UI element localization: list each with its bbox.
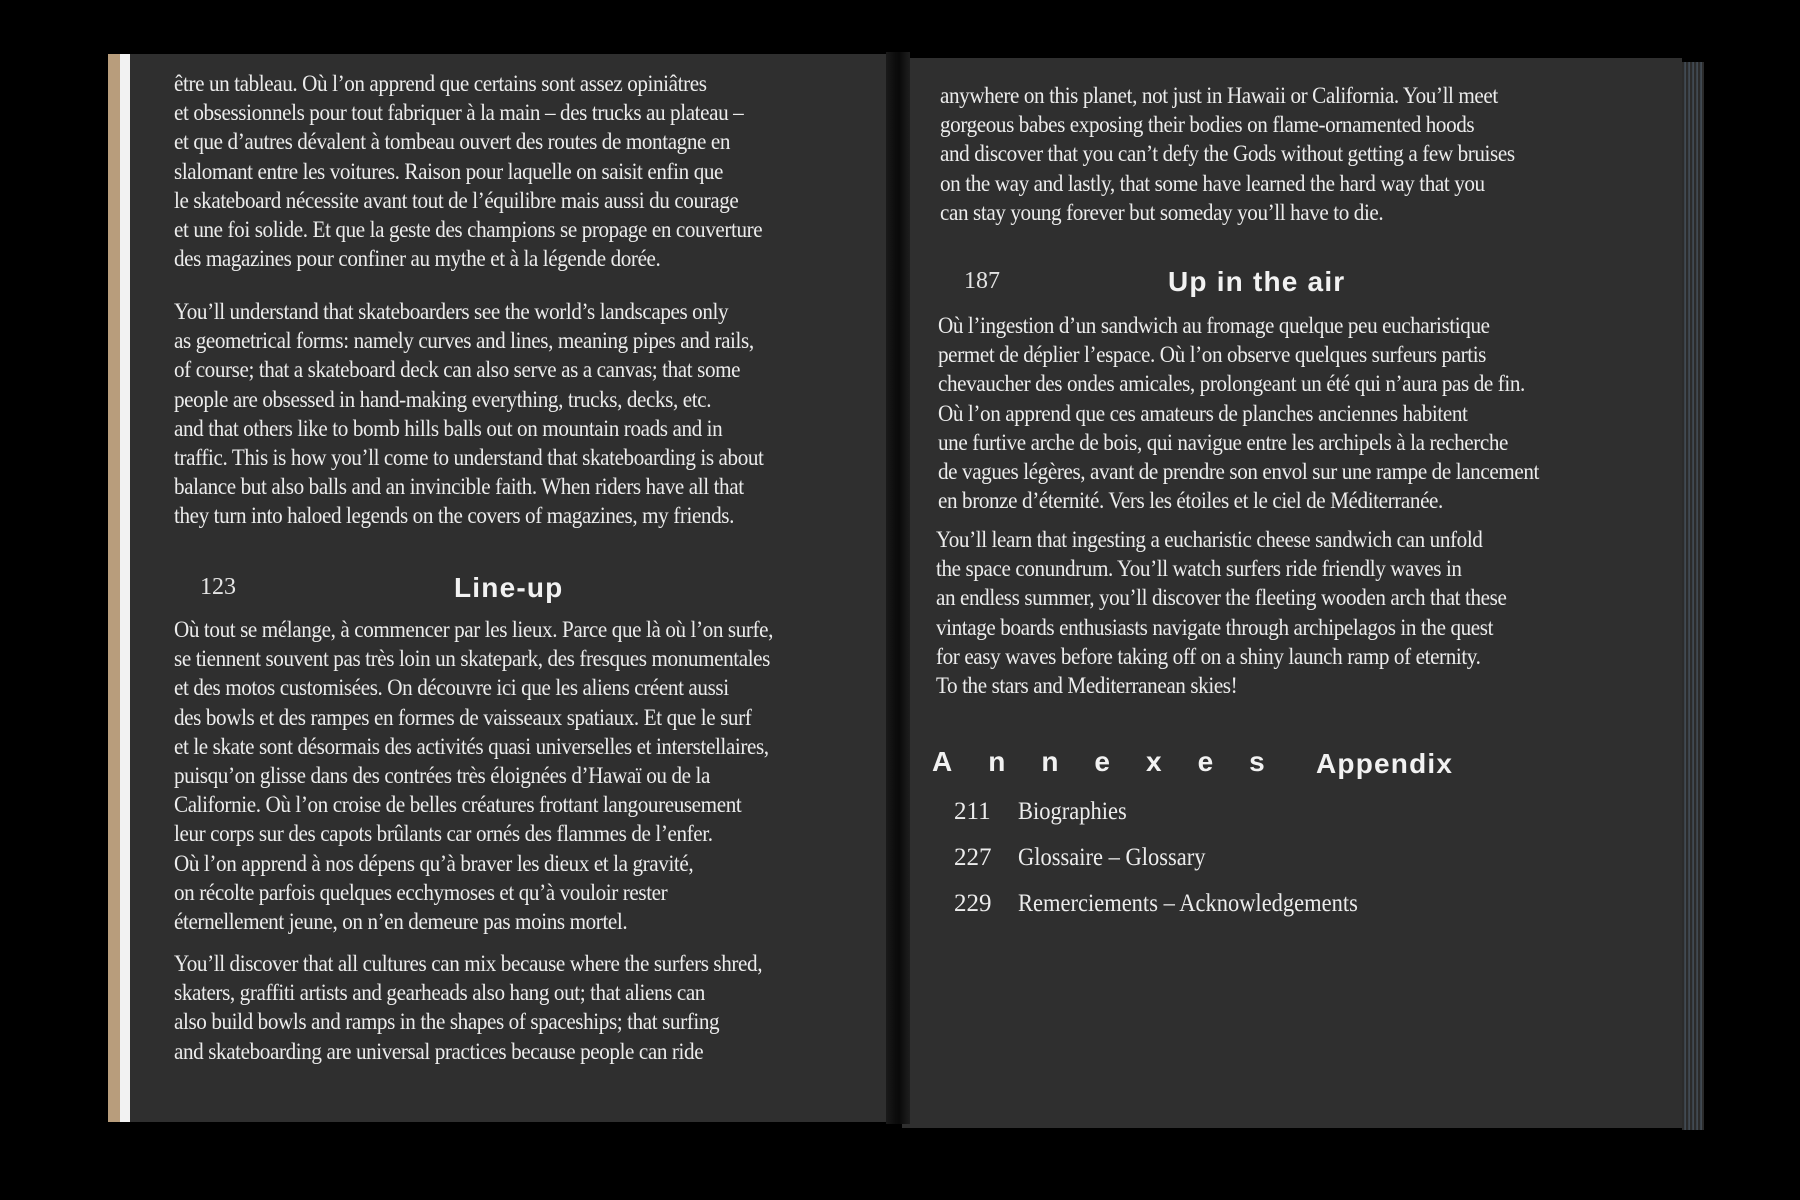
- text-line: Où tout se mélange, à commencer par les lieux. Parce que là où l’on surfe,: [174, 617, 774, 643]
- text-line: le skateboard nécessite avant tout de l’équilibre mais aussi du courage: [174, 187, 739, 214]
- text-line: You’ll learn that ingesting a eucharistic cheese sandwich can unfold: [936, 527, 1483, 553]
- text-line: et le skate sont désormais des activités quasi universelles et interstellaires,: [174, 733, 769, 760]
- text-line: permet de déplier l’espace. Où l’on observe quelques surfeurs partis: [938, 342, 1487, 369]
- text-line: gorgeous babes exposing their bodies on flame-ornamented hoods: [940, 112, 1475, 139]
- text-line: puisqu’on glisse dans des contrées très éloignées d’Hawaï ou de la: [174, 763, 710, 790]
- text-line: de vagues légères, avant de prendre son envol sur une rampe de lancement: [938, 459, 1539, 486]
- text-line: en bronze d’éternité. Vers les étoiles et le ciel de Méditerranée.: [938, 488, 1443, 515]
- text-line: You’ll understand that skateboarders see the world’s landscapes only: [174, 299, 729, 325]
- text-line: the space conundrum. You’ll watch surfers ride friendly waves in: [936, 556, 1462, 583]
- text-line: on the way and lastly, that some have learned the hard way that you: [940, 170, 1485, 197]
- left-paragraph-1: [174, 70, 762, 274]
- toc-item-glossary[interactable]: [954, 844, 1226, 872]
- toc-item-biographies[interactable]: [954, 798, 1139, 826]
- text-line: Où l’ingestion d’un sandwich au fromage quelque peu eucharistique: [938, 313, 1490, 339]
- text-line: and discover that you can’t defy the Gods without getting a few bruises: [940, 141, 1515, 168]
- text-line: et obsessionnels pour tout fabriquer à la main – des trucks au plateau –: [174, 100, 744, 127]
- text-line: of course; that a skateboard deck can also serve as a canvas; that some: [174, 357, 741, 384]
- text-line: leur corps sur des capots brûlants car ornés des flammes de l’enfer.: [174, 821, 713, 848]
- page-edge-left-inner: [120, 54, 130, 1122]
- section-title: Line-up: [454, 572, 564, 603]
- text-line: as geometrical forms: namely curves and lines, meaning pipes and rails,: [174, 328, 754, 355]
- text-line: Où l’on apprend que ces amateurs de planches anciennes habitent: [938, 400, 1468, 427]
- text-line: vintage boards enthusiasts navigate through archipelagos in the quest: [936, 614, 1494, 641]
- right-paragraph-3: [936, 526, 1506, 701]
- text-line: slalomant entre les voitures. Raison pour laquelle on saisit enfin que: [174, 158, 724, 185]
- text-line: se tiennent souvent pas très loin un skatepark, des fresques monumentales: [174, 646, 770, 673]
- text-line: une furtive arche de bois, qui navigue entre les archipels à la recherche: [938, 429, 1508, 456]
- text-line: and that others like to bomb hills balls out on mountain roads and in: [174, 415, 723, 442]
- text-line: for easy waves before taking off on a shiny launch ramp of eternity.: [936, 643, 1481, 670]
- text-line: chevaucher des ondes amicales, prolongeant un été qui n’aura pas de fin.: [938, 371, 1525, 398]
- section-title: Up in the air: [1168, 266, 1346, 297]
- section-number: 123: [200, 574, 236, 600]
- text-line: et une foi solide. Et que la geste des champions se propage en couverture: [174, 217, 763, 244]
- text-line: traffic. This is how you’ll come to understand that skateboarding is about: [174, 445, 764, 472]
- text-line: an endless summer, you’ll discover the fleeting wooden arch that these: [936, 585, 1507, 612]
- text-line: can stay young forever but someday you’ll have to die.: [940, 199, 1384, 226]
- text-line: Où l’on apprend à nos dépens qu’à braver les dieux et la gravité,: [174, 850, 694, 877]
- page-edge-right: [1682, 62, 1704, 1130]
- text-line: they turn into haloed legends on the covers of magazines, my friends.: [174, 503, 734, 530]
- section-number: 187: [964, 268, 1000, 294]
- right-paragraph-1: [940, 82, 1515, 228]
- book-gutter: [886, 52, 910, 1124]
- annexes-title: Annexes: [932, 746, 1301, 777]
- text-line: You’ll discover that all cultures can mix because where the surfers shred,: [174, 951, 763, 977]
- toc-page-number: 229: [954, 890, 992, 917]
- left-paragraph-3: [174, 616, 773, 937]
- text-line: also build bowls and ramps in the shapes of spaceships; that surfing: [174, 1009, 720, 1036]
- left-page: [130, 54, 892, 1122]
- toc-title: Glossaire – Glossary: [1018, 844, 1206, 871]
- text-line: anywhere on this planet, not just in Hawaii or California. You’ll meet: [940, 83, 1498, 109]
- toc-title: Remerciements – Acknowledgements: [1018, 890, 1358, 917]
- text-line: et que d’autres dévalent à tombeau ouvert des routes de montagne en: [174, 129, 731, 156]
- left-paragraph-4: [174, 950, 762, 1067]
- text-line: people are obsessed in hand-making everything, trucks, decks, etc.: [174, 386, 712, 413]
- text-line: des magazines pour confiner au mythe et à la légende dorée.: [174, 246, 661, 273]
- text-line: and skateboarding are universal practices because people can ride: [174, 1038, 704, 1065]
- toc-item-acknowledgements[interactable]: [954, 890, 1396, 918]
- text-line: des bowls et des rampes en formes de vaisseaux spatiaux. Et que le surf: [174, 704, 752, 731]
- text-line: skaters, graffiti artists and gearheads also hang out; that aliens can: [174, 980, 705, 1007]
- text-line: Californie. Où l’on croise de belles créatures frottant langoureusement: [174, 792, 742, 819]
- text-line: on récolte parfois quelques ecchymoses et qu’à vouloir rester: [174, 879, 668, 906]
- text-line: balance but also balls and an invincible faith. When riders have all that: [174, 474, 744, 501]
- appendix-title: Appendix: [1316, 748, 1454, 779]
- left-paragraph-2: [174, 298, 764, 532]
- text-line: éternellement jeune, on n’en demeure pas moins mortel.: [174, 909, 628, 936]
- right-paragraph-2: [938, 312, 1539, 516]
- text-line: To the stars and Mediterranean skies!: [936, 673, 1238, 700]
- toc-title: Biographies: [1018, 798, 1127, 825]
- right-page: [902, 58, 1682, 1128]
- page-edge-left: [108, 54, 120, 1122]
- toc-page-number: 227: [954, 844, 992, 871]
- toc-page-number: 211: [954, 798, 991, 825]
- text-line: être un tableau. Où l’on apprend que certains sont assez opiniâtres: [174, 71, 707, 97]
- text-line: et des motos customisées. On découvre ici que les aliens créent aussi: [174, 675, 729, 702]
